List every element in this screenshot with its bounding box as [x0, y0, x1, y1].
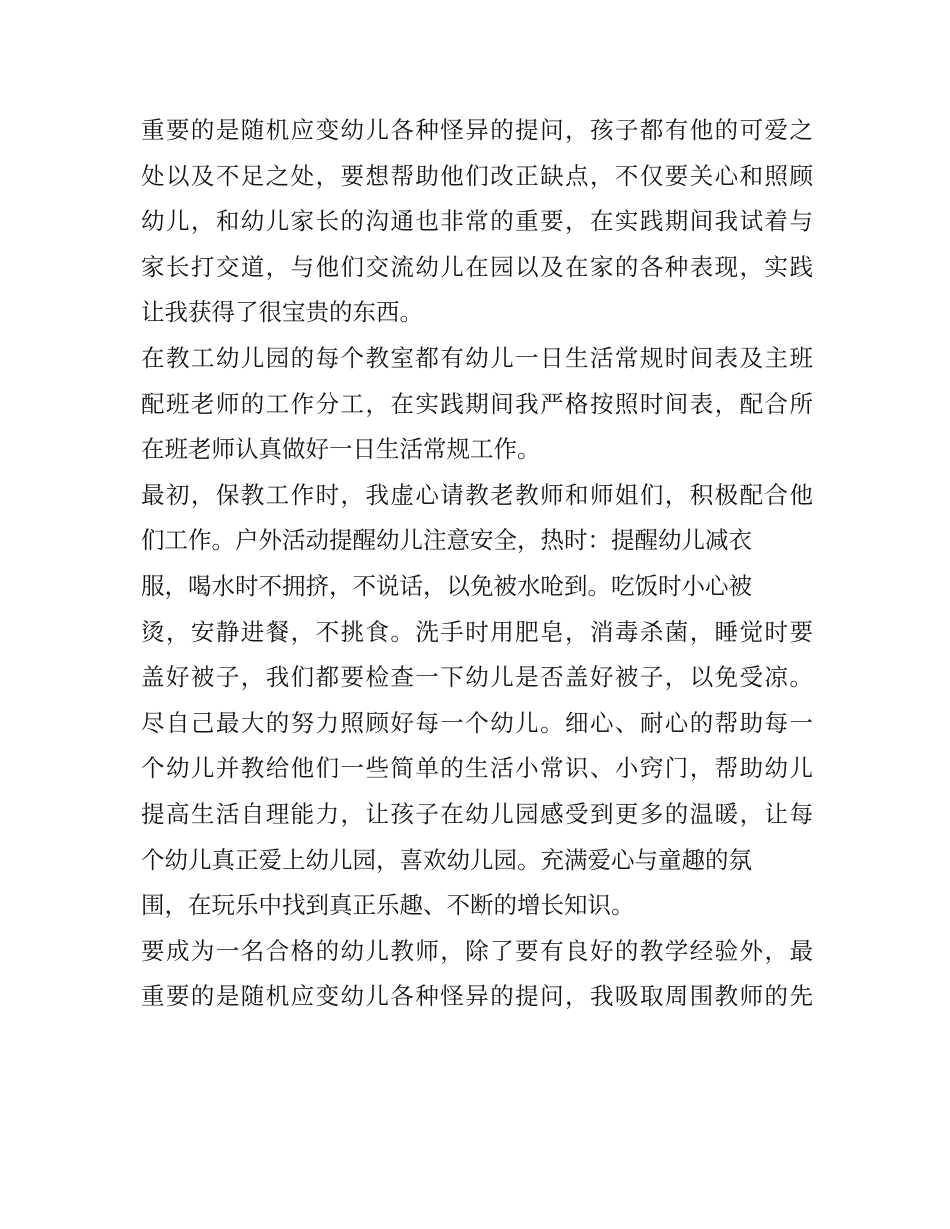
text-line: 烫，安静进餐，不挑食。洗手时用肥皂，消毒杀菌，睡觉时要: [141, 617, 813, 646]
text-line: 个幼儿真正爱上幼儿园，喜欢幼儿园。充满爱心与童趣的氛: [141, 845, 752, 874]
text-line: 要成为一名合格的幼儿教师，除了要有良好的教学经验外，最: [141, 936, 813, 965]
text-line: 最初，保教工作时，我虚心请教老教师和师姐们，积极配合他: [141, 480, 813, 509]
text-line: 在教工幼儿园的每个教室都有幼儿一日生活常规时间表及主班: [141, 343, 813, 372]
text-line: 重要的是随机应变幼儿各种怪异的提问，孩子都有他的可爱之: [141, 116, 813, 144]
text-line: 提高生活自理能力，让孩子在幼儿园感受到更多的温暖，让每: [141, 799, 813, 828]
text-line: 个幼儿并教给他们一些简单的生活小常识、小窍门，帮助幼儿: [141, 754, 813, 783]
text-line: 家长打交道，与他们交流幼儿在园以及在家的各种表现，实践: [141, 252, 813, 281]
text-line: 尽自己最大的努力照顾好每一个幼儿。细心、耐心的帮助每一: [141, 708, 813, 737]
text-line: 重要的是随机应变幼儿各种怪异的提问，我吸取周围教师的先: [141, 982, 813, 1011]
text-line: 们工作。户外活动提醒幼儿注意安全，热时：提醒幼儿减衣: [141, 526, 752, 555]
text-line: 盖好被子，我们都要检查一下幼儿是否盖好被子，以免受凉。: [141, 663, 813, 692]
text-line: 服，喝水时不拥挤，不说话，以免被水呛到。吃饭时小心被: [141, 571, 752, 600]
text-line: 在班老师认真做好一日生活常规工作。: [141, 435, 541, 464]
text-line: 围，在玩乐中找到真正乐趣、不断的增长知识。: [141, 891, 635, 920]
body-text: [141, 108, 813, 1020]
text-line: 处以及不足之处，要想帮助他们改正缺点，不仅要关心和照顾: [141, 161, 813, 190]
text-line: 让我获得了很宝贵的东西。: [141, 298, 423, 327]
text-line: 幼儿，和幼儿家长的沟通也非常的重要，在实践期间我试着与: [141, 207, 813, 236]
text-line: 配班老师的工作分工，在实践期间我严格按照时间表，配合所: [141, 389, 813, 418]
